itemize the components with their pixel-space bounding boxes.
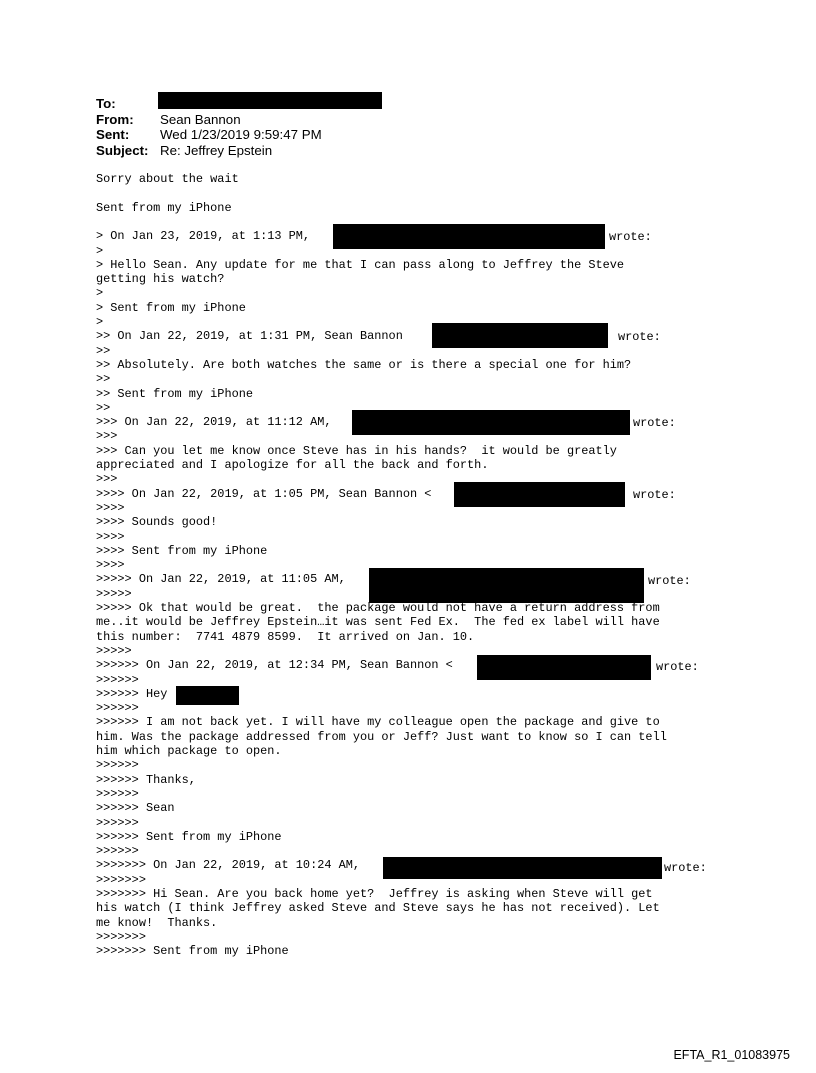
body-line: >> Sent from my iPhone	[96, 386, 253, 401]
body-line: >>>>>	[96, 586, 132, 601]
body-line: me..it would be Jeffrey Epstein…it was sent Fed Ex. The fed ex label will have	[96, 615, 660, 630]
redaction-5	[369, 568, 644, 603]
redaction-4	[454, 482, 625, 507]
subject-value: Re: Jeffrey Epstein	[160, 142, 273, 158]
body-line: >>>>>> Sean	[96, 801, 175, 816]
wrote-label-7: wrote:	[664, 861, 707, 875]
body-line: >>>>	[96, 500, 125, 515]
body-line: >> Absolutely. Are both watches the same or is there a special one for him?	[96, 357, 632, 372]
body-line: >>>>>> Thanks,	[96, 772, 196, 787]
body-line: me know! Thanks.	[96, 915, 218, 930]
sent-label: Sent:	[96, 127, 130, 142]
body-line: >	[96, 315, 104, 329]
body-line: >>>> Sounds good!	[96, 515, 218, 530]
body-line: >>>>>>> Hi Sean. Are you back home yet? Jeffrey is asking when Steve will get	[96, 887, 653, 901]
body-line: >>>>>>	[96, 844, 139, 859]
body-line: >>>>>>>	[96, 872, 146, 887]
body-line: >>>>>>> On Jan 22, 2019, at 10:24 AM,	[96, 858, 361, 873]
redaction-2	[432, 323, 608, 348]
body-line: >	[96, 286, 104, 301]
body-line: > Hello Sean. Any update for me that I can pass along to Jeffrey the Steve	[96, 257, 625, 272]
body-line: >>>>	[96, 529, 125, 544]
from-value: Sean Bannon	[160, 111, 241, 127]
to-label: To:	[96, 96, 116, 111]
body-line: >> On Jan 22, 2019, at 1:31 PM, Sean Bannon	[96, 329, 403, 344]
document-id: EFTA_R1_01083975	[673, 1048, 790, 1062]
redaction-6	[477, 655, 651, 680]
body-line: >>	[96, 343, 111, 358]
body-line: >>>>>>	[96, 815, 139, 830]
body-line: >>>>>>	[96, 786, 139, 801]
redaction-7	[176, 686, 239, 705]
subject-label: Subject:	[96, 142, 149, 158]
body-line: Sent from my iPhone	[96, 200, 232, 215]
wrote-label-2: wrote:	[618, 330, 661, 344]
wrote-label-4: wrote:	[633, 488, 676, 502]
body-line: his watch (I think Jeffrey asked Steve and Steve says he has not received). Let	[96, 901, 660, 916]
body-line: >>>>>> Sent from my iPhone	[96, 829, 282, 844]
body-line: >>> On Jan 22, 2019, at 11:12 AM,	[96, 415, 332, 430]
body-line: >>>> Sent from my iPhone	[96, 543, 268, 558]
wrote-label-5: wrote:	[648, 574, 691, 588]
redaction-8	[383, 857, 662, 879]
body-line: > On Jan 23, 2019, at 1:13 PM,	[96, 229, 311, 244]
body-line: >>>>>>	[96, 758, 139, 773]
body-line: >>>>	[96, 558, 125, 573]
body-line: >>	[96, 372, 111, 387]
body-line: >>>>>> I am not back yet. I will have my colleague open the package and give to	[96, 715, 660, 730]
from-label: From:	[96, 111, 134, 127]
body-line: >>>	[96, 429, 118, 444]
body-line: >>>>>>	[96, 701, 139, 716]
wrote-label-6: wrote:	[656, 660, 699, 674]
body-line: >>>>>> Hey	[96, 686, 168, 701]
wrote-label-3: wrote:	[633, 416, 676, 430]
body-line: > Sent from my iPhone	[96, 300, 246, 315]
body-line: >>>> On Jan 22, 2019, at 1:05 PM, Sean Bannon <	[96, 486, 432, 501]
wrote-label-1: wrote:	[609, 230, 652, 244]
body-line: >>>>>>>	[96, 929, 146, 944]
body-line: >>>>>> On Jan 22, 2019, at 12:34 PM, Sean Bannon <	[96, 658, 453, 673]
body-line: >>	[96, 400, 111, 415]
sent-value: Wed 1/23/2019 9:59:47 PM	[160, 127, 322, 142]
body-line: >>>	[96, 472, 118, 487]
body-line: appreciated and I apologize for all the back and forth.	[96, 458, 489, 472]
body-line: >>>>> Ok that would be great. the package would not have a return address from	[96, 601, 660, 615]
redaction-1	[333, 224, 605, 249]
body-line: getting his watch?	[96, 272, 225, 287]
body-line: him which package to open.	[96, 744, 282, 758]
redaction-to	[158, 92, 382, 109]
body-line: >>>>>>	[96, 672, 139, 687]
redaction-3	[352, 410, 630, 435]
body-line: Sorry about the wait	[96, 172, 239, 186]
body-line: >>>>>	[96, 643, 132, 658]
body-line: >	[96, 243, 104, 258]
body-line: >>>>> On Jan 22, 2019, at 11:05 AM,	[96, 572, 346, 587]
body-line: him. Was the package addressed from you or Jeff? Just want to know so I can tell	[96, 729, 667, 744]
body-line: >>> Can you let me know once Steve has in his hands? it would be greatly	[96, 443, 617, 458]
body-line: >>>>>>> Sent from my iPhone	[96, 944, 289, 959]
body-line: this number: 7741 4879 8599. It arrived on Jan. 10.	[96, 629, 475, 644]
